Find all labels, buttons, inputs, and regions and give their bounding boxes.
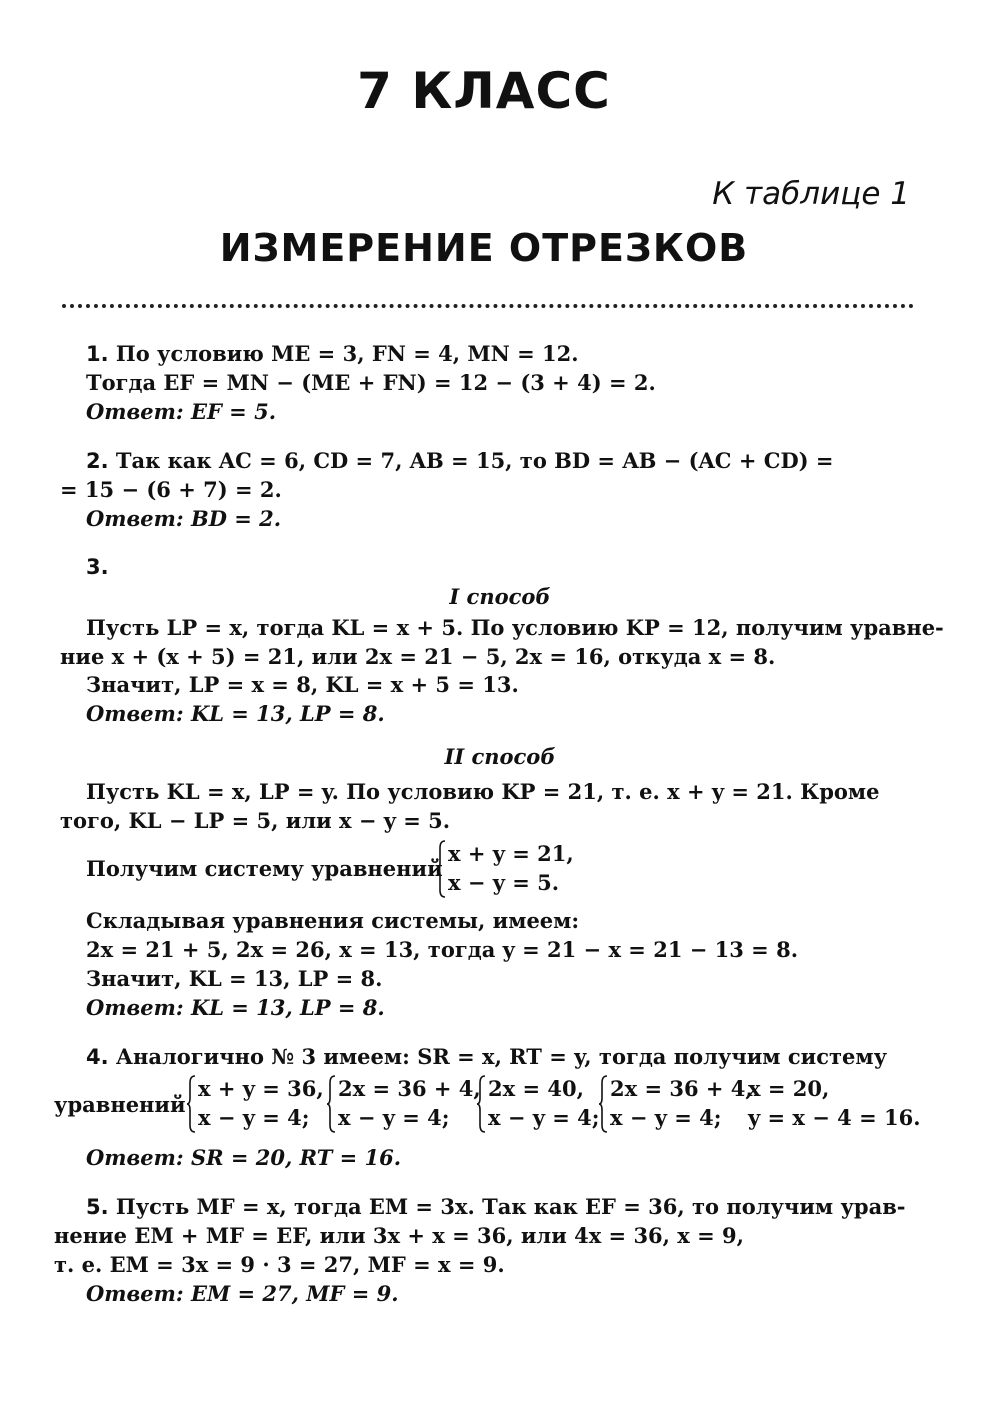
brace-icon [326,1075,336,1133]
page-title: 7 КЛАСС [357,62,611,120]
problem-3-m2-answer: Ответ: KL = 13, LP = 8. [86,995,385,1020]
brace-icon [436,840,446,898]
system-row: x + y = 21, [448,841,574,866]
problem-3-m1-answer: Ответ: KL = 13, LP = 8. [86,701,385,726]
system-row: 2x = 36 + 4, [338,1076,481,1101]
problem-number: 2. [86,449,109,473]
problem-5-answer: Ответ: EM = 27, MF = 9. [86,1281,399,1306]
problem-1-line-2: Тогда EF = MN − (ME + FN) = 12 − (3 + 4) = 2. [86,370,656,395]
problem-5-line-1 [86,1193,906,1221]
system-row: x − y = 5. [448,870,560,895]
system-result-row: y = x − 4 = 16. [748,1105,921,1130]
system-label: уравнений [54,1092,186,1117]
problem-number: 4. [86,1045,109,1069]
problem-2-line-1 [86,447,834,475]
equation-system-2 [326,1075,481,1133]
problem-3-m2-line-5: Значит, KL = 13, LP = 8. [86,966,383,991]
problem-number: 5. [86,1195,109,1219]
equation-system-4 [598,1075,753,1133]
dotted-divider [62,304,914,308]
problem-5-line-2: нение EM + MF = EF, или 3x + x = 36, или 4x = 36, x = 9, [54,1223,744,1248]
problem-3-m2-line-4: 2x = 21 + 5, 2x = 26, x = 13, тогда y = 21 − x = 21 − 13 = 8. [86,937,799,962]
method-2-title: II способ [444,744,556,769]
problem-1-line-1 [86,340,579,368]
problem-3-m2-line-2: того, KL − LP = 5, или x − y = 5. [60,808,451,833]
problem-text: Так как AC = 6, CD = 7, AB = 15, то BD = AB − (AC + CD) = [115,448,834,473]
problem-3-m2-line-3: Складывая уравнения системы, имеем: [86,908,580,933]
brace-icon [598,1075,608,1133]
system-row: x − y = 4; [198,1105,310,1130]
system-row: 2x = 36 + 4, [610,1076,753,1101]
system-row: x − y = 4; [610,1105,722,1130]
section-title: ИЗМЕРЕНИЕ ОТРЕЗКОВ [219,226,749,270]
method-1-title: I способ [449,584,551,609]
equation-system-1 [186,1075,324,1133]
problem-text: По условию ME = 3, FN = 4, MN = 12. [115,341,579,366]
problem-text: Аналогично № 3 имеем: SR = x, RT = y, тогда получим систему [115,1044,888,1069]
equation-system-3 [476,1075,600,1133]
system-result-row: x = 20, [748,1076,830,1101]
problem-3-m1-line-3: Значит, LP = x = 8, KL = x + 5 = 13. [86,672,519,697]
problem-2-answer: Ответ: BD = 2. [86,506,282,531]
system-row: x + y = 36, [198,1076,324,1101]
problem-text: Пусть MF = x, тогда EM = 3x. Так как EF = 36, то получим урав- [115,1194,906,1219]
brace-icon [186,1075,196,1133]
system-row: x − y = 4; [488,1105,600,1130]
system-label: Получим систему уравнений [86,856,443,881]
problem-number: 1. [86,342,109,366]
equation-system [436,840,576,898]
problem-5-line-3: т. е. EM = 3x = 9 · 3 = 27, MF = x = 9. [54,1252,505,1277]
problem-3-number: 3. [86,555,109,579]
problem-2-line-2: = 15 − (6 + 7) = 2. [60,477,282,502]
problem-4-answer: Ответ: SR = 20, RT = 16. [86,1145,402,1170]
table-reference: К таблице 1 [712,176,910,212]
problem-1-answer: Ответ: EF = 5. [86,399,277,424]
problem-3-m1-line-2: ние x + (x + 5) = 21, или 2x = 21 − 5, 2x = 16, откуда x = 8. [60,644,776,669]
system-row: x − y = 4; [338,1105,450,1130]
problem-3-m2-line-1: Пусть KL = x, LP = y. По условию KP = 21, т. е. x + y = 21. Кроме [86,779,880,804]
problem-4-line-1 [86,1043,887,1071]
brace-icon [476,1075,486,1133]
system-row: 2x = 40, [488,1076,584,1101]
problem-3-m1-line-1: Пусть LP = x, тогда KL = x + 5. По условию KP = 12, получим уравне- [86,615,944,640]
